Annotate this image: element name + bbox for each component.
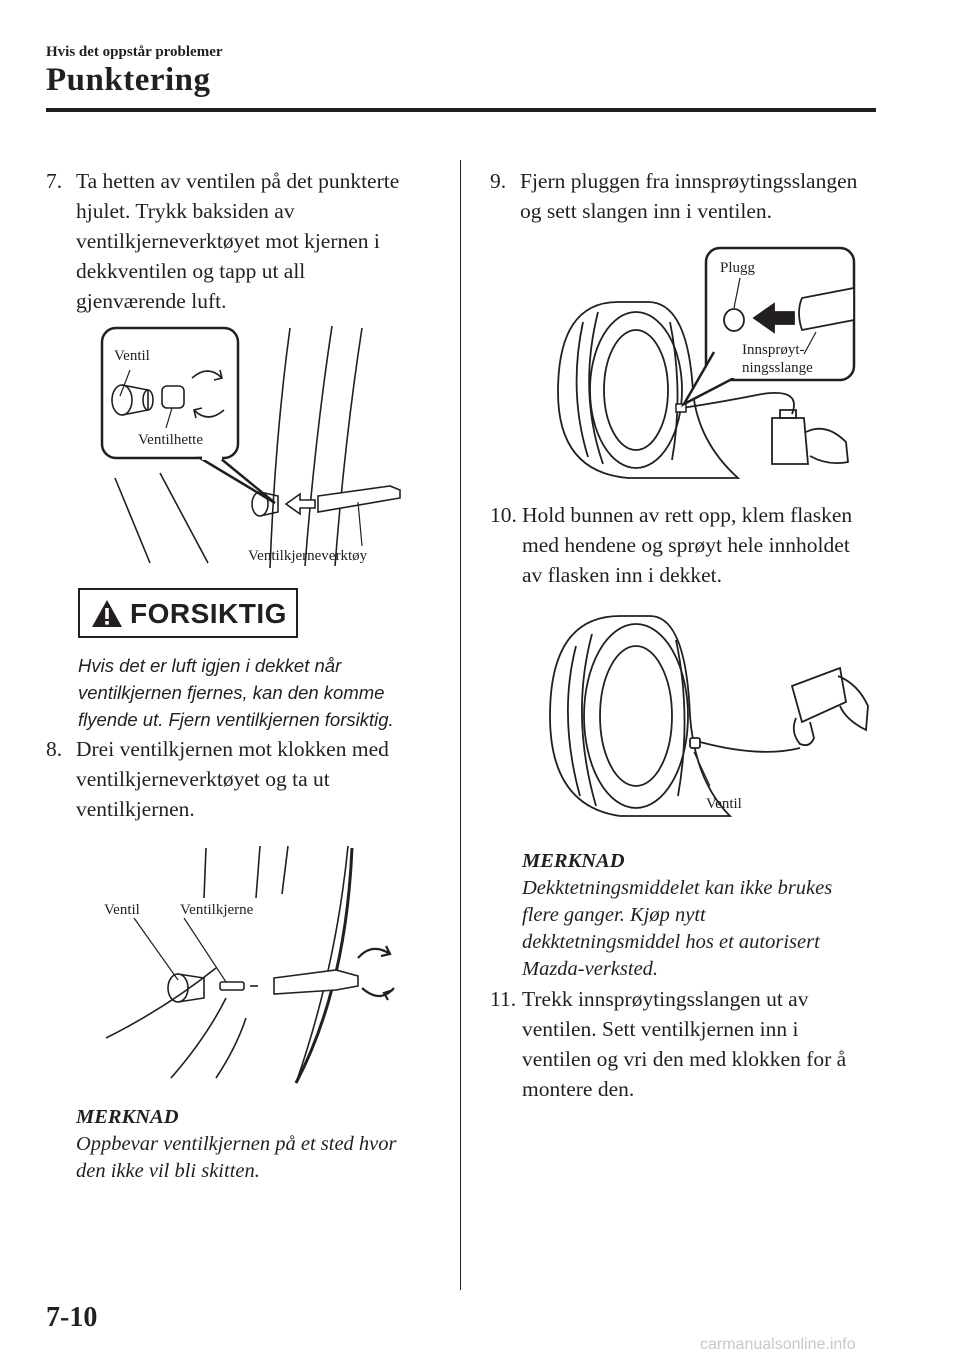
step-number: 11. [490, 987, 517, 1011]
step-7 [46, 166, 446, 316]
note-line: Mazda-verksted. [522, 958, 659, 980]
note-heading: MERKNAD [522, 850, 625, 872]
figure-inject-sealant [540, 606, 870, 836]
step-text-line: gjenværende luft. [76, 289, 227, 313]
step-text-line: Trekk innsprøytingsslangen ut av [522, 987, 809, 1011]
step-text-line: dekkventilen og tapp ut all [76, 259, 306, 283]
note-2 [522, 848, 832, 983]
page-number: 7-10 [46, 1302, 98, 1333]
note-line: dekktetningsmiddel hos et autorisert [522, 931, 820, 953]
title-rule [46, 108, 876, 112]
figure-remove-valve-core [96, 838, 426, 1088]
step-text-line: Ta hetten av ventilen på det punkterte [76, 169, 400, 193]
watermark-link[interactable]: carmanualsonline.info [700, 1336, 856, 1353]
step-text-line: ventilkjerneverktøyet og ta ut [76, 767, 330, 791]
step-text-line: ventilkjerneverktøyet mot kjernen i [76, 229, 380, 253]
step-11 [490, 984, 890, 1104]
label-ventilkjerne: Ventilkjerne [180, 902, 254, 918]
note-line: den ikke vil bli skitten. [76, 1160, 260, 1182]
column-divider [460, 160, 461, 1290]
label-ventilkjerneverktoy: Ventilkjerneverktøy [248, 548, 368, 564]
label-ventil: Ventil [104, 902, 140, 918]
warning-icon [90, 598, 124, 630]
step-10 [490, 500, 890, 590]
note-line: flere ganger. Kjøp nytt [522, 904, 706, 926]
label-plugg: Plugg [720, 260, 756, 276]
step-text-line: Hold bunnen av rett opp, klem flasken [522, 503, 853, 527]
label-ventil: Ventil [114, 348, 150, 364]
note-1 [76, 1104, 397, 1185]
step-text-line: ventilen. Sett ventilkjernen inn i [522, 1017, 799, 1041]
label-slange-2: ningsslange [742, 360, 813, 376]
caution-line: ventilkjernen fjernes, kan den komme [78, 682, 385, 703]
label-ventil: Ventil [706, 796, 742, 812]
note-heading: MERKNAD [76, 1106, 179, 1128]
step-number: 9. [490, 169, 507, 193]
step-number: 8. [46, 737, 63, 761]
figure-remove-valve-cap [100, 318, 420, 576]
step-text-line: Fjern pluggen fra innsprøytingsslangen [520, 169, 858, 193]
caution-line: flyende ut. Fjern ventilkjernen forsiktig. [78, 709, 394, 730]
caution-text [78, 652, 394, 733]
note-line: Oppbevar ventilkjernen på et sted hvor [76, 1133, 397, 1155]
label-slange-1: Innsprøyt- [742, 342, 805, 358]
section-label: Hvis det oppstår problemer [46, 44, 223, 60]
step-9 [490, 166, 890, 226]
step-text-line: ventilen og vri den med klokken for å [522, 1047, 847, 1071]
caution-label: FORSIKTIG [130, 598, 287, 629]
label-ventilhette: Ventilhette [138, 432, 203, 448]
note-line: Dekktetningsmiddelet kan ikke brukes [522, 877, 833, 899]
caution-line: Hvis det er luft igjen i dekket når [78, 655, 342, 676]
page-title: Punktering [46, 62, 211, 98]
step-text-line: montere den. [522, 1077, 635, 1101]
step-text-line: ventilkjernen. [76, 797, 195, 821]
step-8 [46, 734, 446, 824]
step-number: 10. [490, 503, 517, 527]
figure-insert-hose [548, 242, 864, 482]
step-text-line: hjulet. Trykk baksiden av [76, 199, 295, 223]
step-text-line: av flasken inn i dekket. [522, 563, 723, 587]
step-text-line: og sett slangen inn i ventilen. [520, 199, 772, 223]
step-text-line: Drei ventilkjernen mot klokken med [76, 737, 389, 761]
step-number: 7. [46, 169, 63, 193]
caution-box [78, 588, 298, 638]
step-text-line: med hendene og sprøyt hele innholdet [522, 533, 850, 557]
